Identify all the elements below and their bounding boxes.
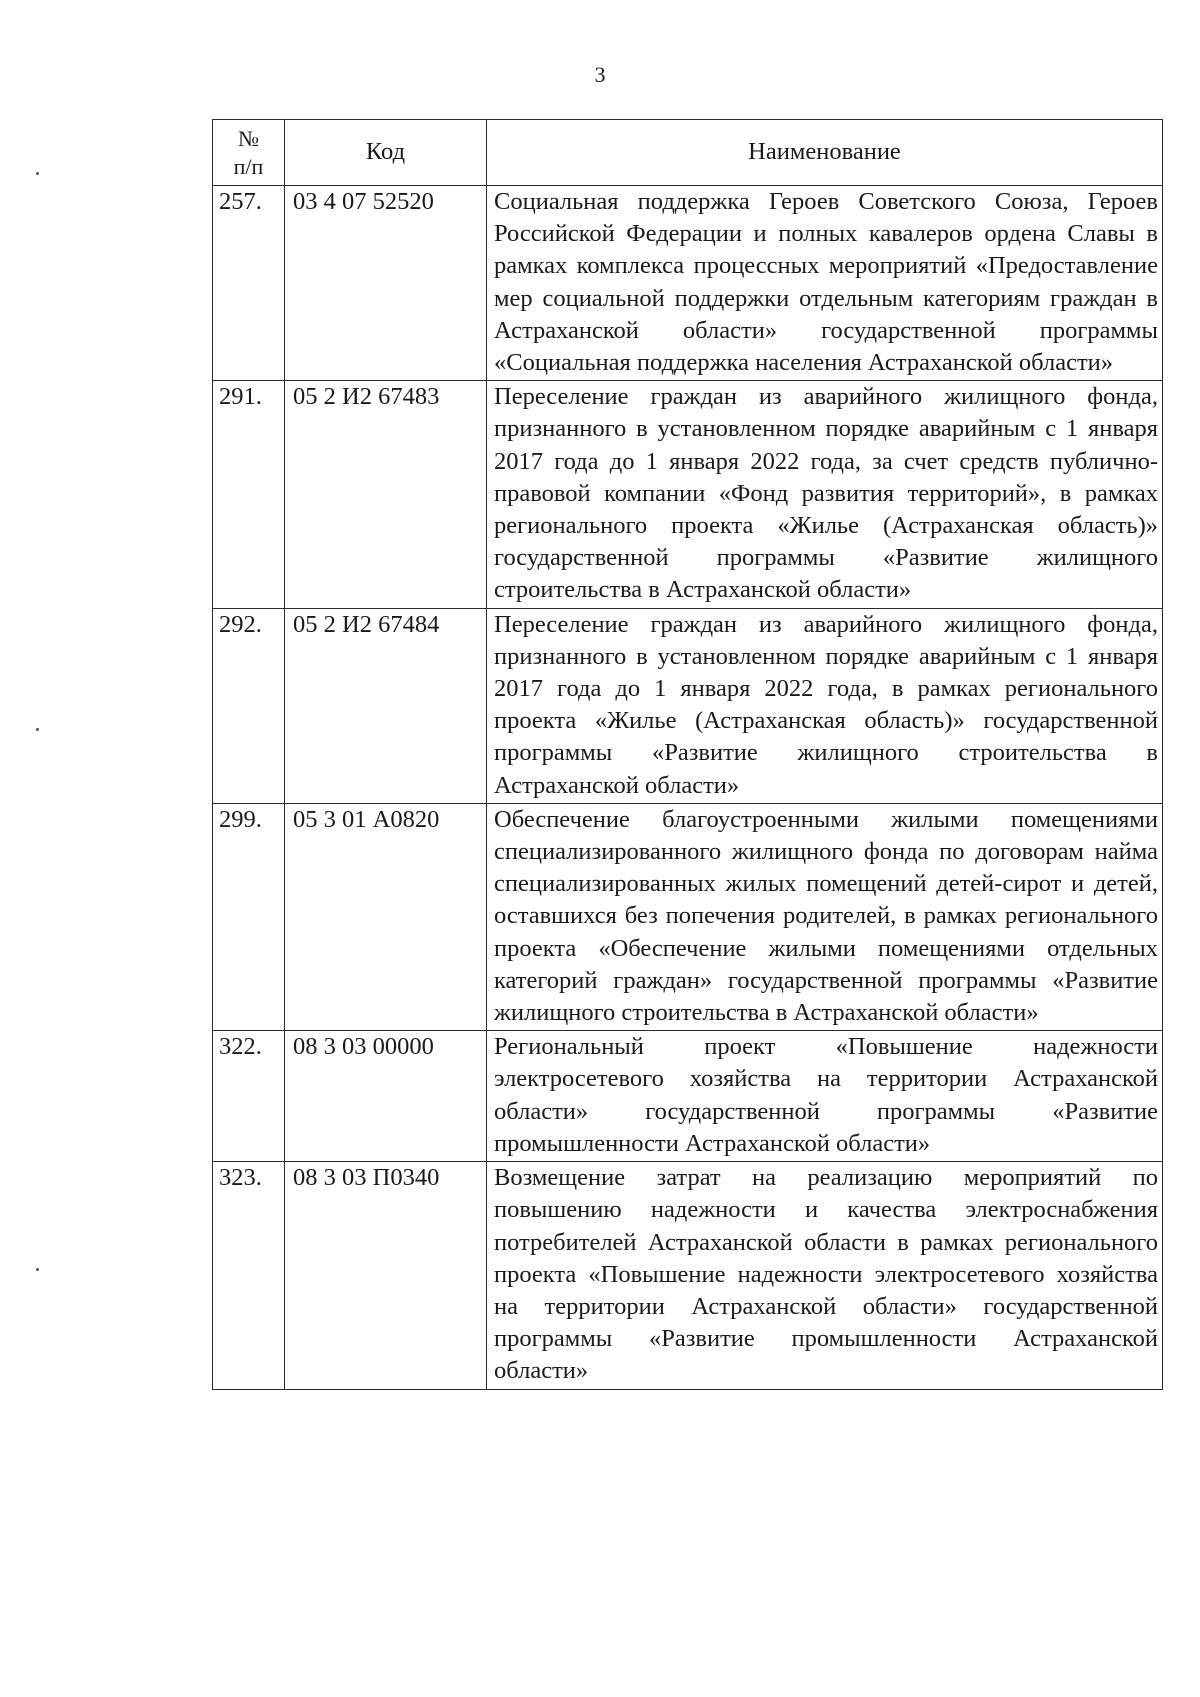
row-name: Региональный проект «Повышение надежности электросетевого хозяйства на территории Астраханской области» государственной программы «Развитие промышленности Астраханской области» <box>487 1031 1163 1162</box>
row-name: Переселение граждан из аварийного жилищного фонда, признанного в установленном порядке аварийным с 1 января 2017 года до 1 января 2022 года, за счет средств публично-правовой компании «Фонд развития территорий», в рамках регионального проекта «Жилье (Астраханская область)» государственной программы «Развитие жилищного строительства в Астраханской области» <box>487 381 1163 608</box>
row-number: 299. <box>213 803 285 1030</box>
table-row <box>213 1031 1163 1162</box>
row-code: 03 4 07 52520 <box>285 186 487 381</box>
row-number: 323. <box>213 1162 285 1389</box>
budget-code-table <box>212 119 1163 1390</box>
header-name: Наименование <box>487 120 1163 186</box>
table-row <box>213 381 1163 608</box>
table-header-row <box>213 120 1163 186</box>
row-number: 291. <box>213 381 285 608</box>
header-number-symbol: № <box>238 125 259 151</box>
row-number: 292. <box>213 608 285 803</box>
row-name: Социальная поддержка Героев Советского Союза, Героев Российской Федерации и полных кавалеров ордена Славы в рамках комплекса процессных мероприятий «Предоставление мер социальной поддержки отдельным категориям граждан в Астраханской области» государственной программы «Социальная поддержка населения Астраханской области» <box>487 186 1163 381</box>
row-code: 08 3 03 П0340 <box>285 1162 487 1389</box>
header-number-label: п/п <box>233 153 264 179</box>
table-row <box>213 608 1163 803</box>
table-row <box>213 1162 1163 1389</box>
row-number: 257. <box>213 186 285 381</box>
margin-mark <box>36 172 39 175</box>
row-name: Возмещение затрат на реализацию мероприятий по повышению надежности и качества электроснабжения потребителей Астраханской области в рамках регионального проекта «Повышение надежности электросетевого хозяйства на территории Астраханской области» государственной программы «Развитие промышленности Астраханской области» <box>487 1162 1163 1389</box>
row-number: 322. <box>213 1031 285 1162</box>
row-name: Обеспечение благоустроенными жилыми помещениями специализированного жилищного фонда по договорам найма специализированных жилых помещений детей-сирот и детей, оставшихся без попечения родителей, в рамках регионального проекта «Обеспечение жилыми помещениями отдельных категорий граждан» государственной программы «Развитие жилищного строительства в Астраханской области» <box>487 803 1163 1030</box>
row-code: 05 3 01 А0820 <box>285 803 487 1030</box>
page-number: 3 <box>594 62 606 87</box>
header-number <box>213 120 285 186</box>
row-code: 05 2 И2 67483 <box>285 381 487 608</box>
table-row <box>213 803 1163 1030</box>
row-code: 08 3 03 00000 <box>285 1031 487 1162</box>
table-row <box>213 186 1163 381</box>
margin-mark <box>36 1268 39 1271</box>
row-name: Переселение граждан из аварийного жилищного фонда, признанного в установленном порядке аварийным с 1 января 2017 года до 1 января 2022 года, в рамках регионального проекта «Жилье (Астраханская область)» государственной программы «Развитие жилищного строительства в Астраханской области» <box>487 608 1163 803</box>
row-code: 05 2 И2 67484 <box>285 608 487 803</box>
header-code: Код <box>285 120 487 186</box>
margin-mark <box>36 728 39 731</box>
